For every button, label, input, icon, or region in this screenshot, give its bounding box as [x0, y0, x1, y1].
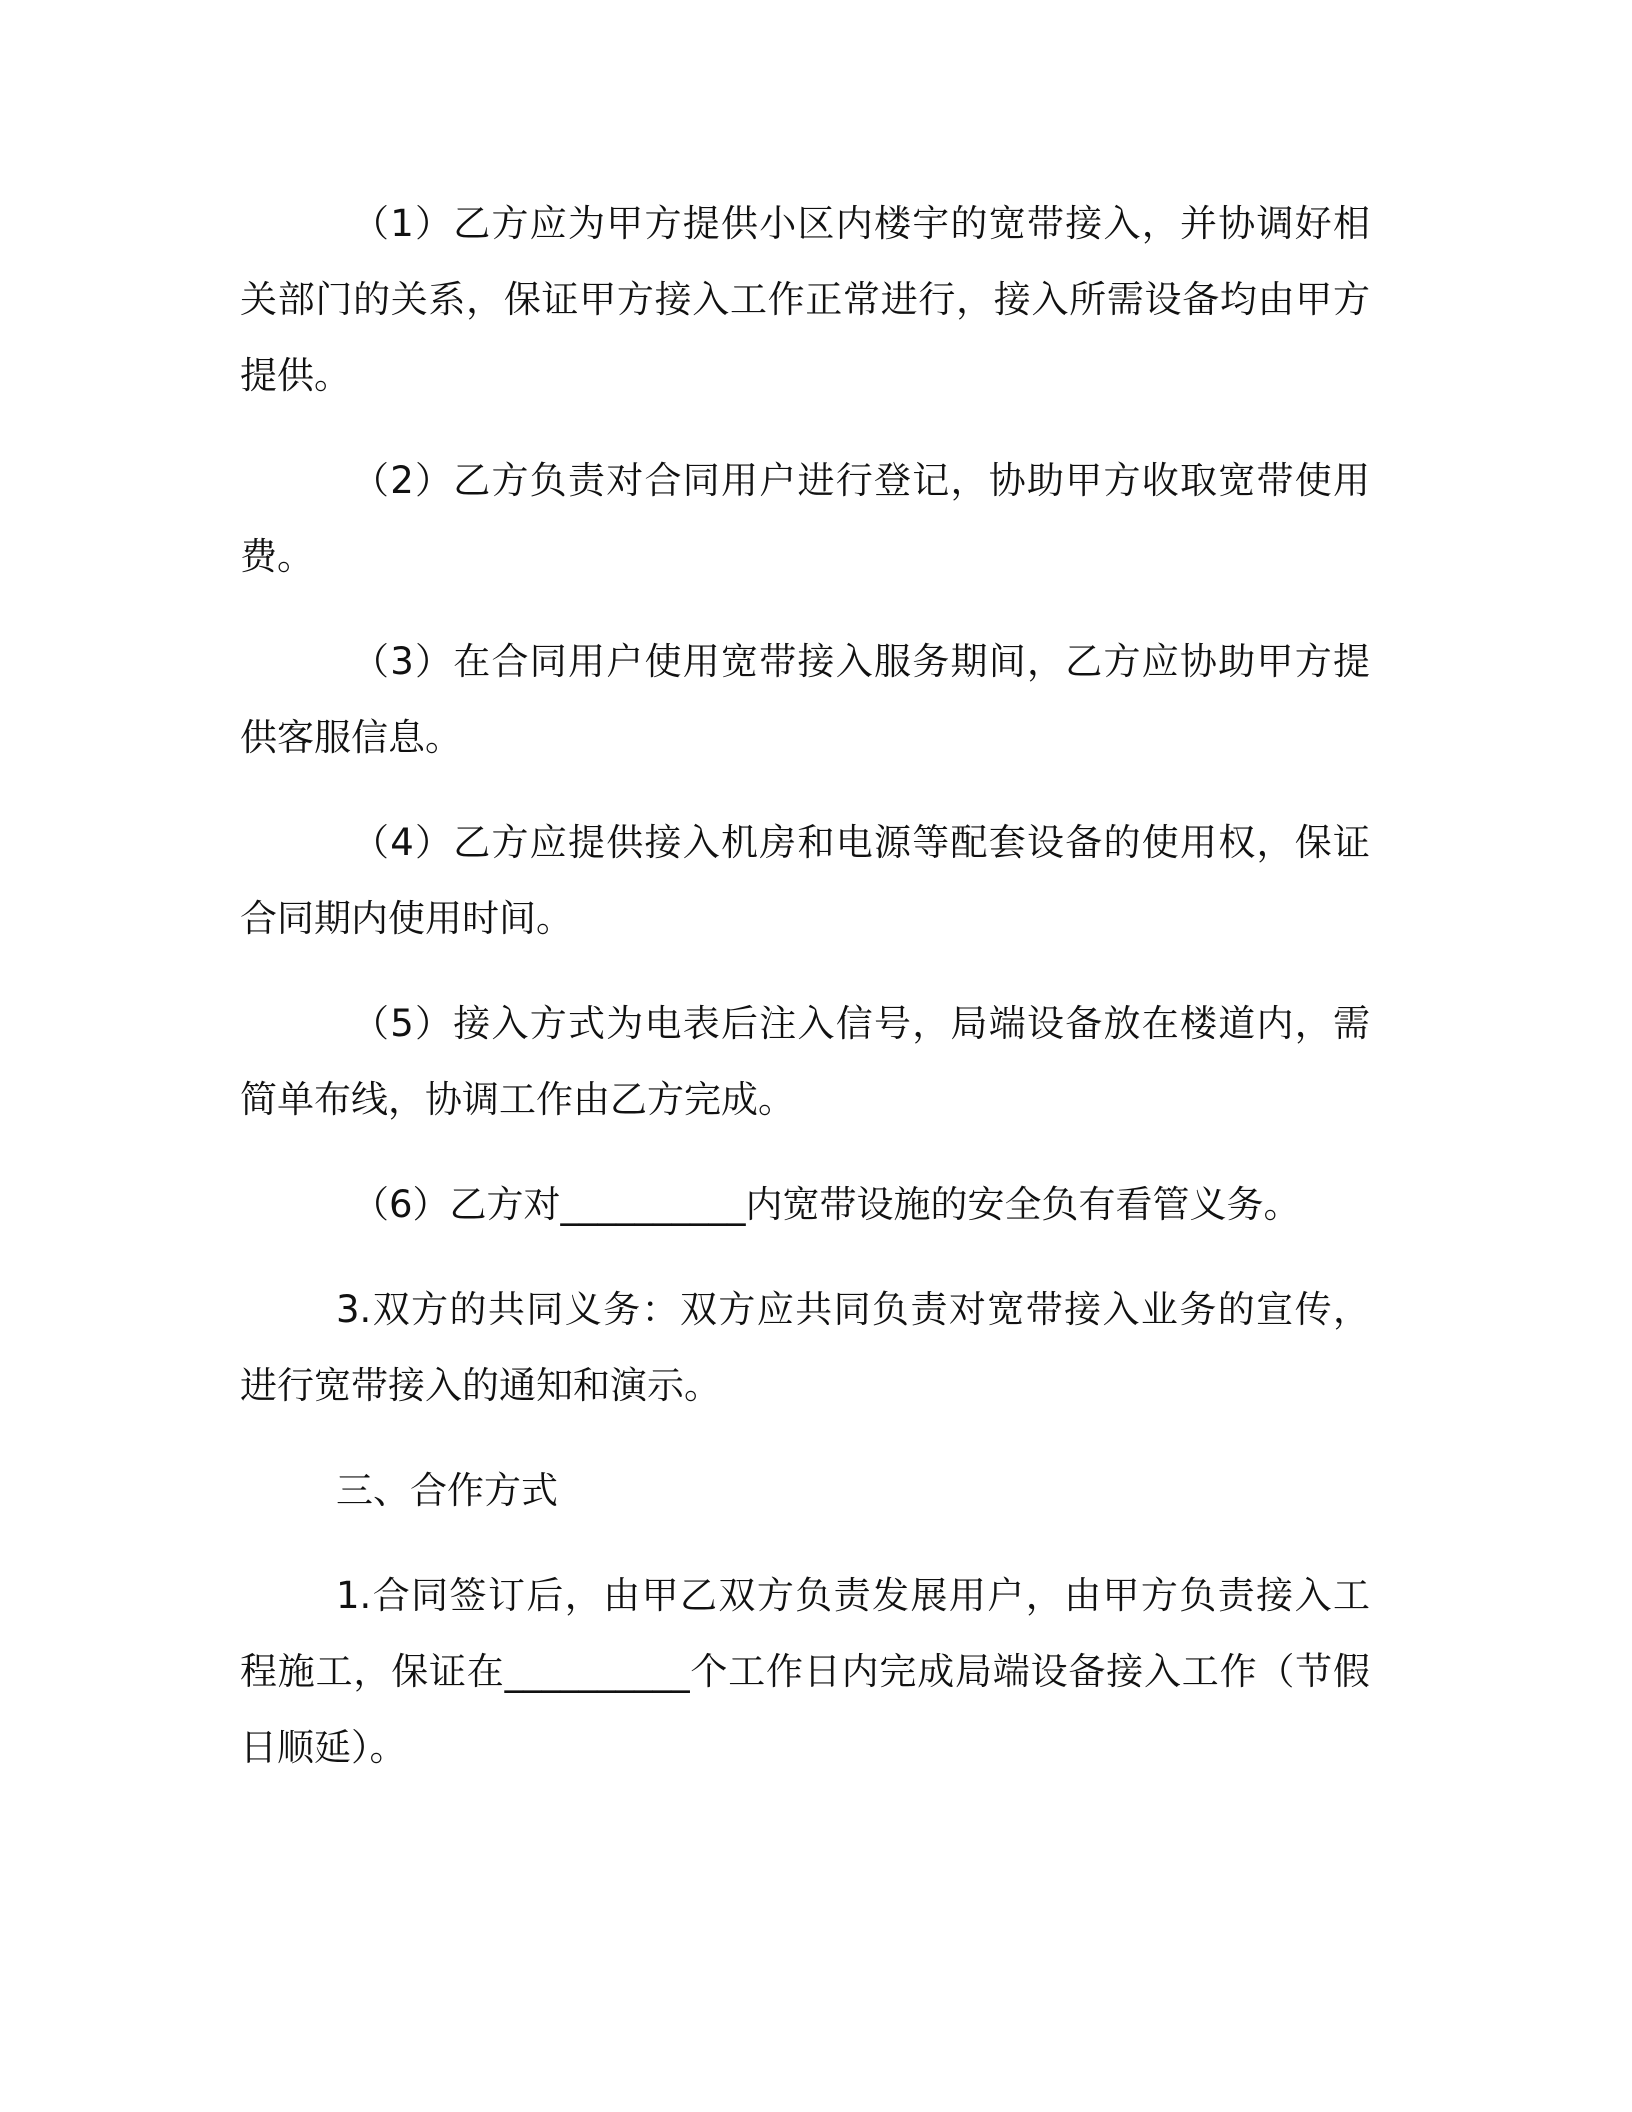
clause-b-3: （3）在合同用户使用宽带接入服务期间，乙方应协助甲方提供客服信息。 — [240, 640, 1370, 759]
clause-b-5: （5）接入方式为电表后注入信号，局端设备放在楼道内，需简单布线，协调工作由乙方完成。 — [240, 1002, 1370, 1121]
section-heading-cooperation: 三、合作方式 — [336, 1469, 558, 1512]
document-body — [240, 186, 1370, 1815]
cooperation-clause-1: 1.合同签订后，由甲乙双方负责发展用户，由甲方负责接入工程施工，保证在__________个工作日内完成局端设备接入工作（节假日顺延）。 — [240, 1574, 1370, 1769]
clause-b-2: （2）乙方负责对合同用户进行登记，协助甲方收取宽带使用费。 — [240, 459, 1370, 578]
clause-b-4: （4）乙方应提供接入机房和电源等配套设备的使用权，保证合同期内使用时间。 — [240, 821, 1370, 940]
clause-b-1: （1）乙方应为甲方提供小区内楼宇的宽带接入，并协调好相关部门的关系，保证甲方接入工作正常进行，接入所需设备均由甲方提供。 — [240, 202, 1370, 397]
clause-b-6: （6）乙方对__________内宽带设施的安全负有看管义务。 — [352, 1183, 1301, 1226]
joint-obligations: 3.双方的共同义务：双方应共同负责对宽带接入业务的宣传，进行宽带接入的通知和演示。 — [240, 1288, 1370, 1407]
